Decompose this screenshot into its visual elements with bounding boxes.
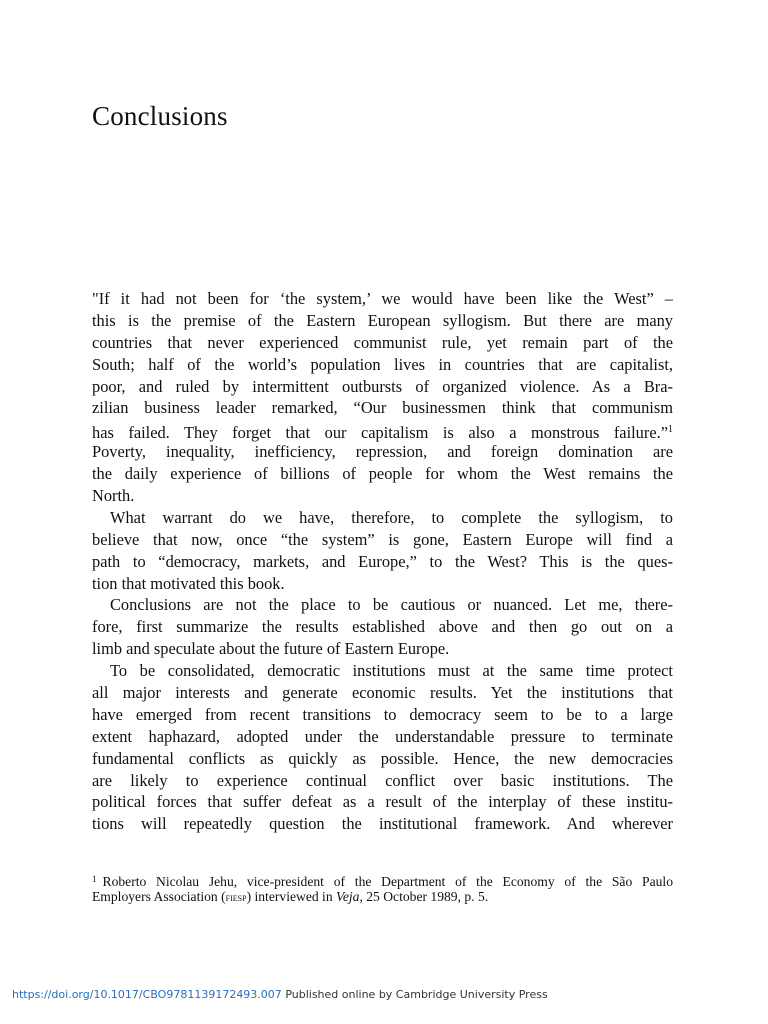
footnote-reference[interactable]: 1 [668, 424, 673, 436]
footnote-text: Employers Association ( [92, 889, 226, 904]
footnote [92, 871, 673, 905]
body-line: are likely to experience continual conflict over basic institutions. The [92, 770, 673, 790]
published-note: Published online by Cambridge University Press [285, 988, 548, 1001]
footnote-text: , 25 October 1989, p. 5. [359, 889, 489, 904]
body-text [92, 288, 673, 835]
body-line: South; half of the world’s population lives in countries that are capitalist, [92, 354, 673, 374]
body-line: all major interests and generate economic results. Yet the institutions that [92, 683, 673, 703]
body-line: fore, first summarize the results established above and then go out on a [92, 617, 673, 637]
body-line: countries that never experienced communist rule, yet remain part of the [92, 332, 673, 352]
body-line: tion that motivated this book. [92, 573, 285, 593]
footnote-abbreviation: fiesp [225, 890, 247, 904]
body-line: Conclusions are not the place to be cautious or nuanced. Let me, there- [110, 595, 673, 615]
body-line: extent haphazard, adopted under the understandable pressure to terminate [92, 726, 673, 746]
footnote-text: ) interviewed in [246, 889, 337, 904]
body-line: poor, and ruled by intermittent outbursts of organized violence. As a Bra- [92, 376, 673, 396]
body-line-text: has failed. They forget that our capitalism is also a monstrous failure.” [92, 423, 668, 443]
footnote-line [92, 888, 673, 905]
body-line: zilian business leader remarked, “Our businessmen think that communism [92, 398, 673, 418]
body-line: What warrant do we have, therefore, to complete the syllogism, to [110, 507, 673, 527]
footnote-journal: Veja [336, 889, 360, 904]
body-line: tions will repeatedly question the institutional framework. And wherever [92, 814, 673, 834]
body-line: To be consolidated, democratic institutions must at the same time protect [110, 661, 673, 681]
body-line: Poverty, inequality, inefficiency, repression, and foreign domination are [92, 442, 673, 462]
footnote-line [92, 871, 673, 888]
chapter-title: Conclusions [92, 101, 228, 131]
publisher-footer [12, 987, 548, 1003]
body-line: political forces that suffer defeat as a result of the interplay of these institu- [92, 792, 673, 812]
body-line: North. [92, 486, 135, 506]
body-line-with-footnote [92, 419, 673, 441]
footnote-text: Roberto Nicolau Jehu, vice-president of the Department of the Economy of the São Paulo [102, 874, 673, 889]
footnote-marker: 1 [92, 874, 97, 884]
body-line: have emerged from recent transitions to democracy seem to be to a large [92, 704, 673, 724]
body-line: "If it had not been for ‘the system,’ we would have been like the West” – [92, 289, 673, 308]
body-line: path to “democracy, markets, and Europe,” to the West? This is the ques- [92, 551, 673, 571]
body-line: believe that now, once “the system” is gone, Eastern Europe will find a [92, 529, 673, 549]
body-line: limb and speculate about the future of Eastern Europe. [92, 639, 450, 659]
body-line: this is the premise of the Eastern European syllogism. But there are many [92, 310, 673, 330]
body-line: the daily experience of billions of people for whom the West remains the [92, 464, 673, 484]
body-line: fundamental conflicts as quickly as possible. Hence, the new democracies [92, 748, 673, 768]
doi-link[interactable]: https://doi.org/10.1017/CBO9781139172493.007 [12, 988, 282, 1001]
